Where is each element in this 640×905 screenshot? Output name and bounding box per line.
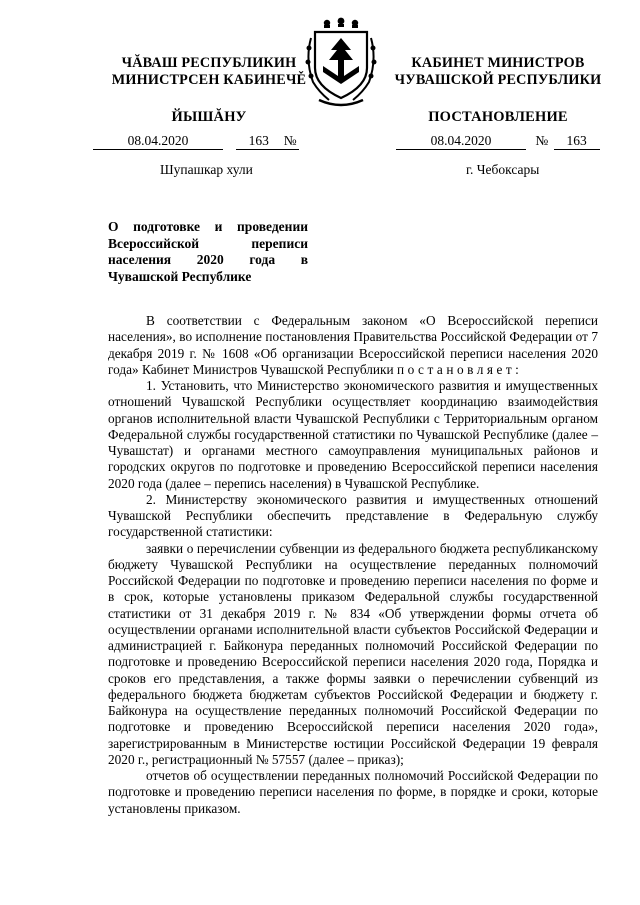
paragraph-intro (108, 313, 598, 378)
registration-left-number: 163 (236, 134, 282, 150)
place-right: г. Чебоксары (466, 162, 540, 177)
registration-left-number-sign: № (283, 133, 297, 148)
header-left-line1: ЧĂВАШ РЕСПУБЛИКИН (121, 55, 297, 71)
registration-right-number-sign: № (535, 133, 549, 148)
paragraph-1: 1. Установить, что Министерство экономического развития и имущественных отношений Чувашской Республики осуществляет координацию взаимодействия органов исполнительной власти Чувашской Республики с Территориальным органом Федеральной службы государственной статистики по Чувашской Республике (далее – Чувашстат) и органами местного самоуправления муниципальных районов и городских округов по подготовке и проведению Всероссийской переписи населения 2020 года (далее – перепись населения) в Чувашской Республике. (108, 378, 598, 491)
registration-right-date: 08.04.2020 (396, 134, 526, 150)
header-left-block (100, 55, 318, 126)
document-subject: О подготовке и проведении Всероссийской переписи населения 2020 года в Чувашской Республике (108, 219, 308, 284)
header-right-block (378, 55, 618, 126)
header-right-doc-type: ПОСТАНОВЛЕНИЕ (428, 109, 568, 125)
place-left: Шупашкар хули (160, 162, 253, 177)
registration-left-date: 08.04.2020 (93, 134, 223, 150)
paragraph-2: 2. Министерству экономического развития и имущественных отношений Чувашской Республики обеспечить представление в Федеральную службу государственной статистики: (108, 491, 598, 540)
header-right-line1: КАБИНЕТ МИНИСТРОВ (411, 55, 585, 71)
header-left-doc-type: ЙЫШĂНУ (171, 109, 247, 125)
intro-text: В соответствии с Федеральным законом «О Всероссийской переписи населения», во исполнение постановления Правительства Российской Федерации от 7 декабря 2019 г. № 1608 «Об организации Всероссийской переписи населения 2020 года» Кабинет Министров Чувашской Республики (108, 313, 598, 377)
chuvash-republic-emblem-icon (305, 16, 377, 111)
registration-right (396, 133, 600, 150)
paragraph-4: отчетов об осуществлении переданных полномочий Российской Федерации по подготовке и проведению переписи населения по форме, в порядке и сроки, которые установлены приказом. (108, 768, 598, 816)
registration-left (93, 133, 299, 150)
document-body (108, 313, 598, 817)
intro-decree-word: постановляет: (396, 361, 523, 377)
paragraph-3: заявки о перечислении субвенции из федерального бюджета республиканскому бюджету Чувашской Республики на осуществление переданных полномочий Российской Федерации по подготовке и проведению переписи населения по форме и в срок, которые установлены приказом Федеральной службы государственной статистики от 31 декабря 2019 г. № 834 «Об утверждении формы отчета об осуществлении органами исполнительной власти субъектов Российской Федерации и администрацией г. Байконура переданных полномочий Российской Федерации по подготовке и проведению Всероссийской переписи населения 2020 года, Порядка и сроков его представления, а также формы заявки о перечислении субвенций из федерального бюджета бюджетам субъектов Российской Федерации и бюджету г. Байконура на осуществление переданных полномочий Российской Федерации по подготовке и проведению Всероссийской переписи населения 2020 года», зарегистрированным в Министерстве юстиции Российской Федерации 19 февраля 2020 г., регистрационный № 57557 (далее – приказ); (108, 540, 598, 767)
registration-right-number: 163 (554, 134, 600, 150)
header-right-line2: ЧУВАШСКОЙ РЕСПУБЛИКИ (394, 72, 602, 88)
header-left-line2: МИНИСТРСЕН КАБИНЕЧĚ (111, 72, 307, 88)
